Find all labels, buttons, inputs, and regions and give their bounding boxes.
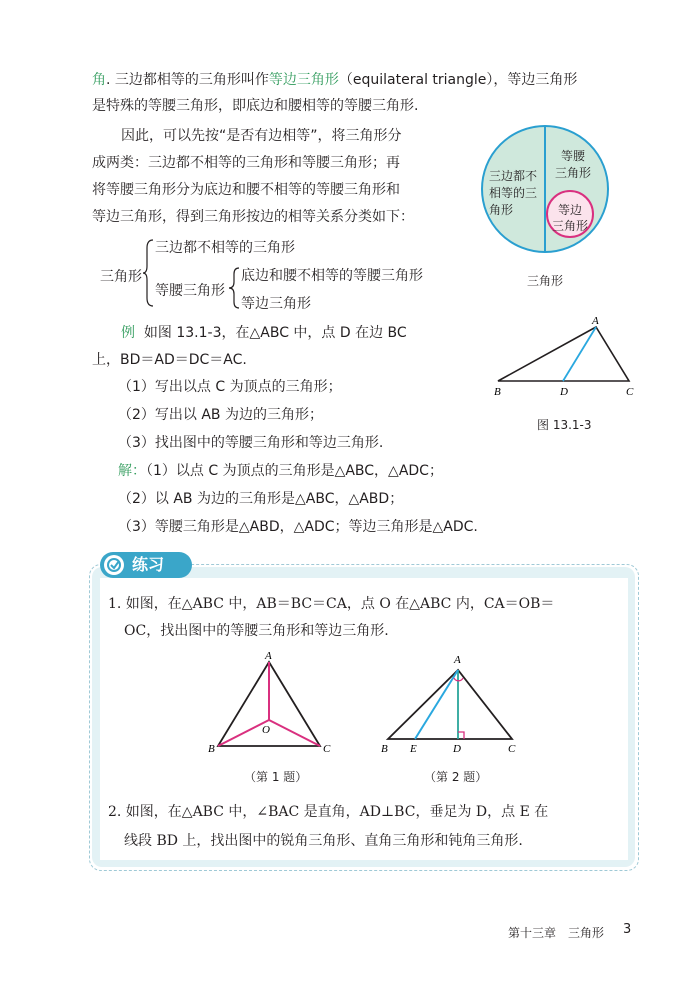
figure-13-1-3 — [490, 312, 640, 402]
venn-isosceles-label: 等腰 三角形 — [554, 149, 591, 180]
fig1-label-o: O — [262, 724, 270, 736]
practice-title: 练习 — [132, 555, 165, 574]
venn-equilateral-label: 等边 三角形 — [551, 203, 588, 233]
figure-13-1-3-caption: 图 13.1-3 — [537, 418, 592, 432]
example-label: 例 — [121, 325, 135, 341]
fig1-label-b: B — [208, 743, 215, 755]
solution-label: 解： — [118, 463, 146, 479]
class-sub1: 底边和腰不相等的等腰三角形 — [241, 268, 423, 284]
class-brace-1 — [143, 238, 155, 308]
solution-line2: （2）以 AB 为边的三角形是△ABC，△ABD； — [118, 491, 404, 507]
para1-line1 — [92, 70, 577, 90]
practice-q1-line1: 1. 如图，在△ABC 中，AB＝BC＝CA，点 O 在△ABC 内，CA＝OB＝ — [108, 596, 555, 612]
practice-figure-1 — [200, 648, 340, 758]
para1-lead: 角 — [92, 72, 106, 88]
example-line2: 上，BD＝AD＝DC＝AC. — [92, 352, 247, 368]
segment-ad — [563, 327, 596, 381]
para2-line4: 等边三角形，得到三角形按边的相等关系分类如下： — [92, 209, 414, 225]
venn-left-label: 三边都不 相等的三 角形 — [489, 169, 538, 217]
practice-figure-2 — [378, 648, 528, 758]
para2-line2: 成两类：三边都不相等的三角形和等腰三角形；再 — [92, 155, 400, 171]
fig1-label-c: C — [323, 743, 331, 755]
fig2-label-e: E — [410, 743, 417, 755]
venn-caption: 三角形 — [527, 274, 564, 288]
class-sub2: 等边三角形 — [241, 296, 311, 312]
fig2-label-c: C — [508, 743, 516, 755]
label-c: C — [626, 386, 634, 398]
para1-line2: 是特殊的等腰三角形，即底边和腰相等的等腰三角形. — [92, 98, 419, 114]
para2-line1: 因此，可以先按“是否有边相等”，将三角形分 — [121, 128, 402, 144]
label-d: D — [560, 386, 568, 398]
example-q2: （2）写出以 AB 为边的三角形； — [118, 407, 323, 423]
label-b: B — [494, 386, 501, 398]
solution-line3: （3）等腰三角形是△ABD，△ADC；等边三角形是△ADC. — [118, 519, 478, 535]
right-triangle — [388, 670, 512, 739]
triangle-abc — [498, 327, 629, 381]
practice-q1-line2: OC，找出图中的等腰三角形和等边三角形. — [124, 623, 389, 639]
para2-line3: 将等腰三角形分为底边和腰不相等的等腰三角形和 — [92, 182, 400, 198]
example-line1: 例 如图 13.1-3，在△ABC 中，点 D 在边 BC — [121, 325, 407, 341]
label-a: A — [592, 315, 599, 327]
example-q1: （1）写出以点 C 为顶点的三角形； — [118, 379, 342, 395]
fig2-label-b: B — [381, 743, 388, 755]
class-branch1: 三边都不相等的三角形 — [155, 240, 295, 256]
fig1-label-a: A — [265, 650, 272, 662]
class-root: 三角形 — [100, 269, 142, 285]
practice-tab — [100, 552, 192, 578]
solution-line1: 解：（1）以点 C 为顶点的三角形是△ABC，△ADC； — [118, 463, 443, 479]
class-branch2: 等腰三角形 — [155, 283, 225, 299]
segment-ae — [415, 670, 458, 739]
term-equilateral: 等边三角形 — [268, 72, 339, 88]
fig2-label-a: A — [454, 654, 461, 666]
practice-q2-line2: 线段 BD 上，找出图中的锐角三角形、直角三角形和钝角三角形. — [124, 833, 523, 849]
para1-tail: （equilateral triangle），等边三角形 — [338, 72, 578, 88]
practice-fig2-caption: （第 2 题） — [424, 770, 488, 784]
class-brace-2 — [229, 266, 241, 310]
practice-icon — [103, 554, 125, 576]
footer-chapter: 第十三章 三角形 — [508, 926, 605, 940]
practice-fig1-caption: （第 1 题） — [244, 770, 308, 784]
practice-q2-line1: 2. 如图，在△ABC 中，∠BAC 是直角，AD⊥BC，垂足为 D，点 E 在 — [108, 804, 549, 820]
example-q3: （3）找出图中的等腰三角形和等边三角形. — [118, 435, 384, 451]
fig2-label-d: D — [453, 743, 461, 755]
para1-text: . 三边都相等的三角形叫作 — [106, 72, 269, 88]
footer-page-number: 3 — [623, 922, 632, 937]
